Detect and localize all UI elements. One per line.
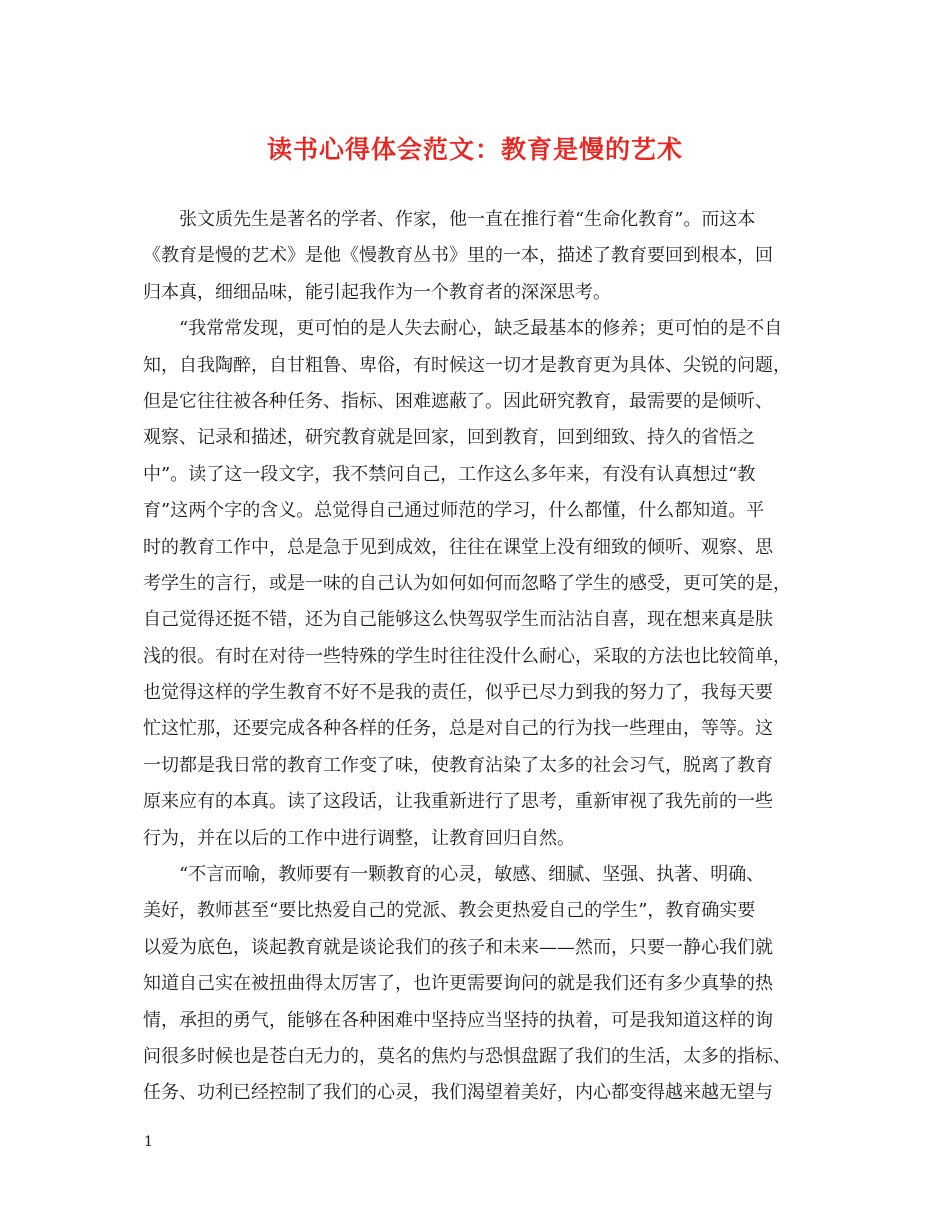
text-line: 时的教育工作中，总是急于见到成效，往往在课堂上没有细致的倾听、观察、思 [143,536,773,558]
text-line: 知，自我陶醉，自甘粗鲁、卑俗，有时候这一切才是教育更为具体、尖锐的问题， [143,354,791,376]
text-line: 中”。读了这一段文字，我不禁问自己，工作这么多年来，有没有认真想过“教 [143,463,756,485]
text-line: 行为，并在以后的工作中进行调整，让教育回归自然。 [143,827,575,849]
text-line: 考学生的言行，或是一味的自己认为如何如何而忽略了学生的感受，更可笑的是， [143,572,791,594]
text-line: “不言而喻，教师要有一颗教育的心灵，敏感、细腻、坚强、执著、明确、 [179,864,765,886]
text-line: 张文质先生是著名的学者、作家，他一直在推行着“生命化教育”。而这本 [179,209,756,230]
page-number: 1 [144,1134,153,1150]
text-line: 情，承担的勇气，能够在各种困难中坚持应当坚持的执着，可是我知道这样的询 [143,1009,773,1031]
text-line: 美好，教师甚至“要比热爱自己的党派、教会更热爱自己的学生”，教育确实要 [143,900,756,922]
text-line: 知道自己实在被扭曲得太厉害了，也许更需要询问的就是我们还有多少真挚的热 [143,973,773,995]
text-line: 观察、记录和描述，研究教育就是回家，回到教育，回到细致、持久的省悟之 [143,427,755,449]
text-line: 自己觉得还挺不错，还为自己能够这么快驾驭学生而沾沾自喜，现在想来真是肤 [143,609,773,631]
text-line: 问很多时候也是苍白无力的，莫名的焦灼与恐惧盘踞了我们的生活，太多的指标、 [143,1045,791,1067]
document-title: 读书心得体会范文：教育是慢的艺术 [266,135,683,164]
text-line: 原来应有的本真。读了这段话，让我重新进行了思考，重新审视了我先前的一些 [143,791,773,813]
text-line: 育”这两个字的含义。总觉得自己通过师范的学习，什么都懂，什么都知道。平 [143,500,765,522]
text-line: 任务、功利已经控制了我们的心灵，我们渴望着美好，内心都变得越来越无望与 [143,1082,773,1104]
text-line: 一切都是我日常的教育工作变了味，使教育沾染了太多的社会习气，脱离了教育 [143,754,773,776]
text-line: 《教育是慢的艺术》是他《慢教育丛书》里的一本，描述了教育要回到根本，回 [143,245,773,267]
text-line: 归本真，细细品味，能引起我作为一个教育者的深深思考。 [143,281,611,303]
text-line: 以爱为底色，谈起教育就是谈论我们的孩子和未来——然而，只要一静心我们就 [143,936,773,958]
text-line: 浅的很。有时在对待一些特殊的学生时往往没什么耐心，采取的方法也比较简单， [143,645,791,667]
text-line: 忙这忙那，还要完成各种各样的任务，总是对自己的行为找一些理由，等等。这 [143,718,773,740]
text-line: “我常常发现，更可怕的是人失去耐心，缺乏最基本的修养；更可怕的是不自 [179,318,783,340]
text-line: 也觉得这样的学生教育不好不是我的责任，似乎已尽力到我的努力了，我每天要 [143,682,773,704]
text-line: 但是它往往被各种任务、指标、困难遮蔽了。因此研究教育，最需要的是倾听、 [143,390,773,412]
document-body [143,202,819,1112]
